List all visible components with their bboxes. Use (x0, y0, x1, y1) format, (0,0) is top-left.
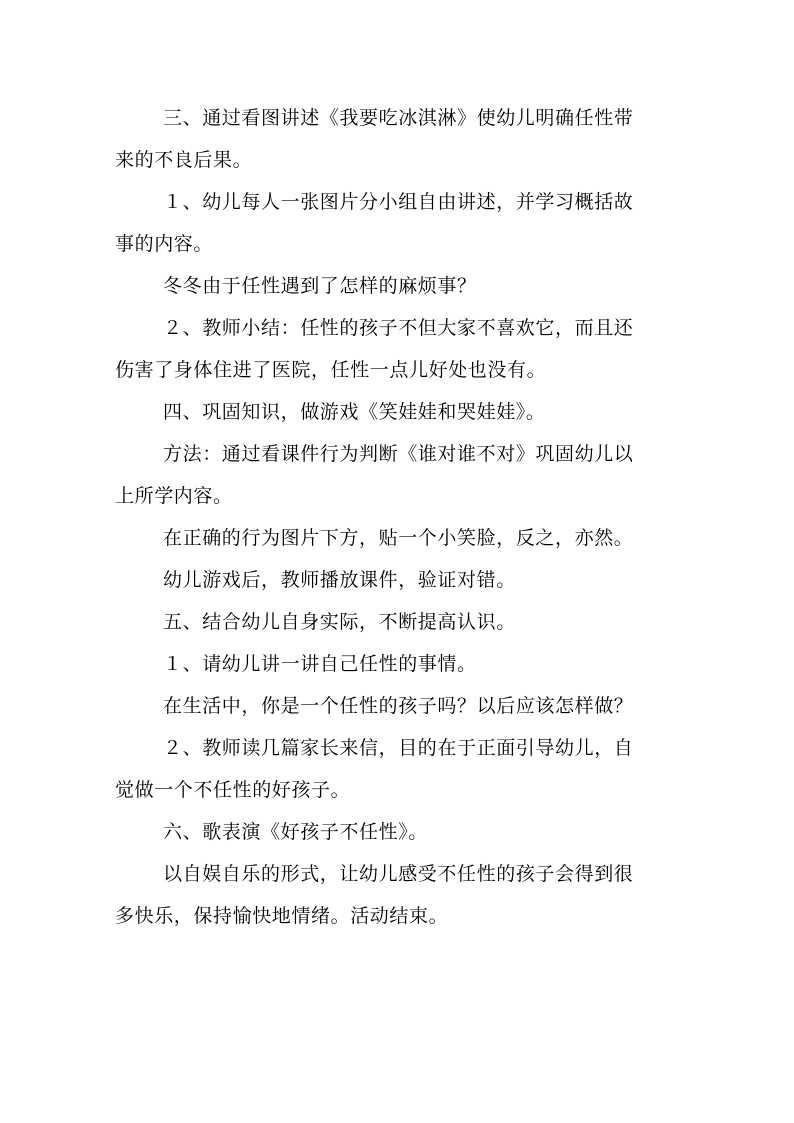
paragraph-line: 幼儿游戏后，教师播放课件，验证对错。 (163, 569, 516, 591)
paragraph-line: 六、歌表演《好孩子不任性》。 (163, 821, 428, 843)
paragraph-line: 多快乐，保持愉快地情绪。活动结束。 (115, 905, 449, 927)
paragraph-line: 五、结合幼儿自身实际，不断提高认识。 (163, 611, 516, 633)
paragraph-line: 在生活中，你是一个任性的孩子吗？以后应该怎样做？ (163, 695, 634, 717)
paragraph-line: 以自娱自乐的形式，让幼儿感受不任性的孩子会得到很 (163, 863, 634, 885)
paragraph-line: １、请幼儿讲一讲自己任性的事情。 (163, 653, 477, 675)
paragraph-line: 四、巩固知识，做游戏《笑娃娃和哭娃娃》。 (163, 401, 546, 423)
paragraph-line: 来的不良后果。 (115, 149, 253, 171)
paragraph-line: 三、通过看图讲述《我要吃冰淇淋》使幼儿明确任性带 (163, 107, 634, 129)
paragraph-line: 冬冬由于任性遇到了怎样的麻烦事？ (163, 275, 477, 297)
paragraph-line: ２、教师小结：任性的孩子不但大家不喜欢它，而且还 (163, 317, 634, 339)
paragraph-line: １、幼儿每人一张图片分小组自由讲述，并学习概括故 (163, 191, 634, 213)
paragraph-line: 事的内容。 (115, 233, 214, 255)
paragraph-line: ２、教师读几篇家长来信，目的在于正面引导幼儿，自 (163, 737, 634, 759)
paragraph-line: 在正确的行为图片下方，贴一个小笑脸，反之，亦然。 (163, 527, 634, 549)
paragraph-line: 方法：通过看课件行为判断《谁对谁不对》巩固幼儿以 (163, 443, 634, 465)
paragraph-line: 觉做一个不任性的好孩子。 (115, 779, 351, 801)
paragraph-line: 伤害了身体住进了医院，任性一点儿好处也没有。 (115, 359, 547, 381)
paragraph-line: 上所学内容。 (115, 485, 233, 507)
